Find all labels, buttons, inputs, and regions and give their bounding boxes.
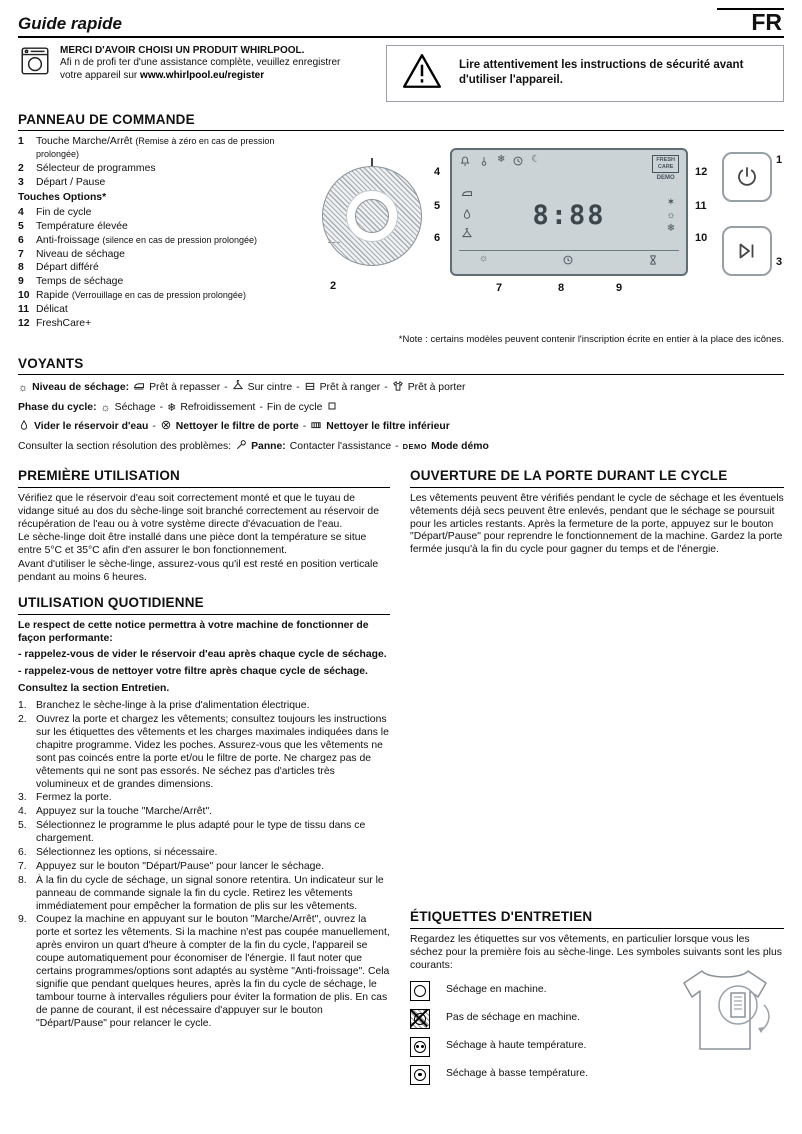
callout-6: 6 xyxy=(434,232,441,245)
step-text: Coupez la machine en appuyant sur le bouton "Marche/Arrêt", ouvrez la porte et sortez les vêtements. Si la machine n'est pas coupée manuellement, après environ un quart d'heure à compter de la fin du cycle, l'appareil se coupe automatiquement pour économiser de l'énergie. Il faut noter que certains programmes/options sont adaptés au système "Anti-froissage". Cela signifie que pendant quelques heures, après la fin du cycle de séchage, le tambour tourne à intervalles réguliers pour éviter la formation de plis. En cas de panne de courant, il est nécessaire d'appuyer sur le bouton "Départ/Pause" pour relancer le cycle. xyxy=(36,914,390,1029)
legend-label: Sélecteur de programmes xyxy=(36,163,156,175)
bottom-filter-icon xyxy=(310,419,322,436)
legend-item xyxy=(18,235,298,248)
section-title-daily-use: UTILISATION QUOTIDIENNE xyxy=(18,595,390,615)
low-heat-dry-icon xyxy=(410,1065,430,1085)
step-text: À la fin du cycle de séchage, un signal sonore retentira. Un indicateur sur le panneau de commande signale la fin du cycle. Retirez les vêtements immédiatement pour empêcher la formation de plis sur les vêtements. xyxy=(36,874,384,912)
phase-text: Séchage xyxy=(114,401,156,413)
step-text: Appuyez sur le bouton "Départ/Pause" pour lancer le séchage. xyxy=(36,860,325,872)
warning-triangle-icon xyxy=(401,52,443,95)
maintenance-text: Nettoyer le filtre inférieur xyxy=(326,421,450,433)
step-number: 7. xyxy=(18,860,27,872)
freshcare-line2: CARE xyxy=(657,164,674,171)
step xyxy=(18,792,390,805)
legend-label: Température élevée xyxy=(36,220,128,232)
door-filter-icon xyxy=(160,419,172,436)
legend-num: 8 xyxy=(18,262,24,274)
legend-sub: (Remise à zéro en cas de pression prolongée) xyxy=(36,136,275,160)
daily-notice: - rappelez-vous de nettoyer votre filtre après chaque cycle de séchage. xyxy=(18,666,368,678)
power-icon xyxy=(735,165,759,189)
page-title: Guide rapide xyxy=(18,13,122,33)
callout-2: 2 xyxy=(330,280,337,293)
first-use-paragraph: Vérifiez que le réservoir d'eau soit correctement monté et que le tuyau de vidange situé au dos du sèche-linge soit branché correctement au réservoir de récupération de l'eau ou à votre système directe d'évacuation de l'eau. xyxy=(18,492,379,530)
daily-notice: Consultez la section Entretien. xyxy=(18,683,170,695)
legend-num: 2 xyxy=(18,163,24,175)
step-number: 6. xyxy=(18,846,27,858)
callout-3: 3 xyxy=(776,256,783,269)
delay-clock-icon xyxy=(562,254,574,271)
step-number: 2. xyxy=(18,714,27,726)
snowflake-icon: ❄ xyxy=(497,154,506,166)
legend-num: 1 xyxy=(18,136,24,148)
safety-warning-box xyxy=(386,45,784,102)
failure-text: Contacter l'assistance xyxy=(289,440,392,452)
step xyxy=(18,806,390,819)
appliance-icon xyxy=(18,45,52,102)
care-label-text: Pas de séchage en machine. xyxy=(446,1012,581,1024)
step-text: Fermez la porte. xyxy=(36,792,112,804)
demo-mode-icon: DEMO xyxy=(402,442,428,452)
sun-icon: ☼ xyxy=(666,210,676,222)
language-badge: FR xyxy=(717,8,784,34)
iron-icon xyxy=(461,188,473,205)
water-tank-icon xyxy=(18,419,30,436)
header xyxy=(18,8,784,38)
daily-notice: - rappelez-vous de vider le réservoir d'eau après chaque cycle de séchage. xyxy=(18,649,387,661)
hanger-icon xyxy=(232,380,244,397)
no-tumble-dry-icon xyxy=(410,1009,430,1029)
tshirt-illustration xyxy=(662,961,788,1070)
drying-icon: ☼ xyxy=(100,401,111,414)
legend-num: 3 xyxy=(18,177,24,189)
legend-item xyxy=(18,304,298,317)
indicator-line-troubleshooting xyxy=(18,439,784,456)
step-number: 5. xyxy=(18,820,27,832)
door-paragraph: Les vêtements peuvent être vérifiés pendant le cycle de séchage et les éventuels vêtements déjà secs peuvent être enlevés, pendant que le séchage se poursuit pour les articles restants. Après la fermeture de la porte, appuyez sur le bouton "Départ/Pause" pour reprendre le fonctionnement de la machine. Gardez la porte fermée jusqu'à la fin du cycle pour gagner du temps et de l'énergie. xyxy=(410,492,784,556)
daily-notice: Le respect de cette notice permettra à votre machine de fonctionner de façon performante: xyxy=(18,619,369,644)
hourglass-icon xyxy=(647,254,659,271)
cycle-end-icon xyxy=(326,400,338,417)
callout-7: 7 xyxy=(496,282,503,295)
care-label-row xyxy=(410,1037,650,1057)
bell-icon xyxy=(459,155,471,172)
indicator-line-phases xyxy=(18,400,784,417)
failure-label: Panne: xyxy=(251,440,286,452)
legend-num: 12 xyxy=(18,318,30,330)
options-header: Touches Options* xyxy=(18,192,107,204)
power-button xyxy=(722,152,772,202)
play-pause-icon xyxy=(735,239,759,263)
legend-label: FreshCare+ xyxy=(36,318,92,330)
safety-warning-text: Lire attentivement les instructions de sécurité avant d'utiliser l'appareil. xyxy=(459,59,744,87)
panel-footnote: *Note : certains modèles peuvent contenir l'inscription écrite en entier à la place des icônes. xyxy=(398,333,784,345)
dry-level-text: Sur cintre xyxy=(247,382,293,394)
care-labels-section xyxy=(410,909,784,1084)
care-label-text: Séchage en machine. xyxy=(446,984,547,996)
star-icon: ✶ xyxy=(666,197,676,209)
legend-item xyxy=(18,207,298,220)
step-number: 1. xyxy=(18,700,27,712)
separator: - xyxy=(152,421,156,433)
legend-item xyxy=(18,290,298,303)
dry-level-text: Prêt à repasser xyxy=(149,382,221,394)
legend-num: 9 xyxy=(18,276,24,288)
step-text: Sélectionnez le programme le plus adapté pour le type de tissu dans ce chargement. xyxy=(36,820,366,845)
legend-label: Temps de séchage xyxy=(36,276,124,288)
callout-4: 4 xyxy=(434,166,441,179)
legend-label: Délicat xyxy=(36,304,68,316)
tumble-dry-icon xyxy=(410,981,430,1001)
display-panel xyxy=(450,148,688,276)
care-label-text: Séchage à haute température. xyxy=(446,1040,587,1052)
legend-label: Départ différé xyxy=(36,262,99,274)
freshcare-indicator xyxy=(652,155,679,182)
moon-icon: ☾ xyxy=(531,154,541,166)
separator: - xyxy=(302,421,307,433)
indicator-line-dry-levels xyxy=(18,380,784,397)
hanger-icon xyxy=(461,228,473,245)
legend-label: Touche Marche/Arrêt xyxy=(36,136,133,148)
freshcare-line1: FRESH xyxy=(656,157,675,164)
control-panel-diagram xyxy=(298,140,784,320)
care-label-row xyxy=(410,1065,650,1085)
thanks-line: Afi n de profi ter d'une assistance complète, veuillez enregistrer xyxy=(60,57,341,69)
legend-item xyxy=(18,221,298,234)
care-label-row xyxy=(410,981,650,1001)
separator: - xyxy=(159,401,164,413)
callout-5: 5 xyxy=(434,200,441,213)
indicator-line-maintenance xyxy=(18,419,784,436)
phase-text: Refroidissement xyxy=(180,401,256,413)
legend-sub: (silence en cas de pression prolongée) xyxy=(102,234,258,245)
legend-item xyxy=(18,136,298,162)
care-intro: Regardez les étiquettes sur vos vêtements, en particulier lorsque vous les séchez pour la première fois au sèche-linge. Les symboles suivants sont les plus courants: xyxy=(410,933,782,971)
thanks-line2-text: votre appareil sur xyxy=(60,69,138,81)
separator: - xyxy=(384,382,388,394)
care-label-text: Séchage à basse température. xyxy=(446,1068,589,1080)
clock-icon xyxy=(512,155,524,172)
maintenance-text: Nettoyer le filtre de porte xyxy=(175,421,299,433)
step-text: Ouvrez la porte et chargez les vêtements; consultez toujours les instructions sur les étiquettes des vêtements et les charges maximales indiquées dans le chapitre programme. Videz les poches. Assurez-vous que les vêtements ne sont pas coincés entre la porte et/ou le filtre de porte. Ne chargez pas de vêtements qui ne sont pas essorés. Ne séchez pas d'articles très volumineux et de grandes dimensions. xyxy=(36,714,389,790)
display-time: 8:88 xyxy=(532,200,606,232)
legend-label: Rapide xyxy=(36,290,69,302)
legend-label: Fin de cycle xyxy=(36,206,92,218)
first-use-paragraph: Avant d'utiliser le sèche-linge, assurez-vous qu'il est resté en position verticale pendant au moins 6 heures. xyxy=(18,559,379,584)
intro-row xyxy=(18,45,784,102)
demo-mode-text: Mode démo xyxy=(431,440,489,452)
legend-num: 6 xyxy=(18,234,24,246)
section-title-voyants: VOYANTS xyxy=(18,356,784,376)
panel-section xyxy=(18,136,784,331)
right-column xyxy=(410,458,784,1093)
dry-level-text: Prêt à porter xyxy=(407,382,466,394)
step-text: Sélectionnez les options, si nécessaire. xyxy=(36,846,218,858)
section-title-door: OUVERTURE DE LA PORTE DURANT LE CYCLE xyxy=(410,468,784,488)
thanks-line2 xyxy=(60,70,340,83)
iron-icon xyxy=(133,380,145,397)
step-text: Appuyez sur la touche "Marche/Arrêt". xyxy=(36,806,213,818)
separator: - xyxy=(259,401,263,413)
troubleshoot-label: Consulter la section résolution des problèmes: xyxy=(18,440,232,452)
callout-9: 9 xyxy=(616,282,623,295)
legend-num: 4 xyxy=(18,206,24,218)
step xyxy=(18,820,390,846)
step-number: 4. xyxy=(18,806,27,818)
step xyxy=(18,914,390,1030)
dry-level-text: Prêt à ranger xyxy=(319,382,381,394)
step xyxy=(18,861,390,874)
separator: - xyxy=(395,440,399,452)
step xyxy=(18,714,390,791)
legend-num: 10 xyxy=(18,290,30,302)
dial-tick xyxy=(371,158,373,166)
step-text: Branchez le sèche-linge à la prise d'alimentation électrique. xyxy=(36,700,310,712)
care-label-row xyxy=(410,1009,650,1029)
separator: - xyxy=(224,382,228,394)
step-number: 9. xyxy=(18,914,27,926)
dry-level-icon: ☼ xyxy=(18,382,29,395)
register-block xyxy=(18,45,370,102)
legend-label: Départ / Pause xyxy=(36,177,106,189)
panel-legend xyxy=(18,136,298,331)
left-column xyxy=(18,458,390,1093)
legend-item xyxy=(18,163,298,176)
legend-label: Niveau de séchage xyxy=(36,248,125,260)
daily-use-steps xyxy=(18,700,390,1030)
legend-label: Anti-froissage xyxy=(36,234,100,246)
section-title-panel: PANNEAU DE COMMANDE xyxy=(18,112,784,132)
drawer-icon xyxy=(304,380,316,397)
dry-level-label: Niveau de séchage: xyxy=(32,382,130,394)
legend-item xyxy=(18,177,298,190)
shirt-icon xyxy=(392,380,404,397)
wrench-icon xyxy=(235,439,247,456)
demo-indicator: DEMO xyxy=(656,175,675,182)
thermometer-icon xyxy=(478,155,490,172)
cooling-icon: ❄ xyxy=(167,401,177,414)
start-pause-button xyxy=(722,226,772,276)
step xyxy=(18,847,390,860)
dry-level-icon: ☼ xyxy=(479,252,489,264)
callout-11: 11 xyxy=(695,200,707,213)
callout-12: 12 xyxy=(695,166,708,179)
legend-num: 7 xyxy=(18,248,24,260)
step-number: 3. xyxy=(18,792,27,804)
step xyxy=(18,875,390,914)
phase-text: Fin de cycle xyxy=(266,401,323,413)
step xyxy=(18,700,390,713)
snowflake-icon: ❄ xyxy=(666,223,676,235)
section-title-care-labels: ÉTIQUETTES D'ENTRETIEN xyxy=(410,909,784,929)
legend-num: 11 xyxy=(18,304,29,316)
legend-item xyxy=(18,318,298,331)
legend-sub: (Verrouillage en cas de pression prolongée) xyxy=(71,290,246,301)
callout-8: 8 xyxy=(558,282,565,295)
phase-label: Phase du cycle: xyxy=(18,401,97,413)
legend-num: 5 xyxy=(18,220,24,232)
step-number: 8. xyxy=(18,874,27,886)
program-dial xyxy=(322,166,422,266)
legend-item xyxy=(18,249,298,262)
legend-item xyxy=(18,262,298,275)
main-columns xyxy=(18,458,784,1093)
callout-10: 10 xyxy=(695,232,708,245)
legend-item xyxy=(18,276,298,289)
first-use-paragraph: Le sèche-linge doit être installé dans une pièce dont la température se situe entre 5°C et 35°C afin d'en assurer le bon fonctionnement. xyxy=(18,532,367,557)
callout-1: 1 xyxy=(776,154,783,167)
maintenance-text: Vider le réservoir d'eau xyxy=(34,421,149,433)
register-link[interactable]: www.whirlpool.eu/register xyxy=(140,69,265,81)
thanks-title: MERCI D'AVOIR CHOISI UN PRODUIT WHIRLPOOL. xyxy=(60,44,305,56)
water-drop-icon xyxy=(461,208,473,225)
high-heat-dry-icon xyxy=(410,1037,430,1057)
section-title-first-use: PREMIÈRE UTILISATION xyxy=(18,468,390,488)
separator: - xyxy=(296,382,300,394)
